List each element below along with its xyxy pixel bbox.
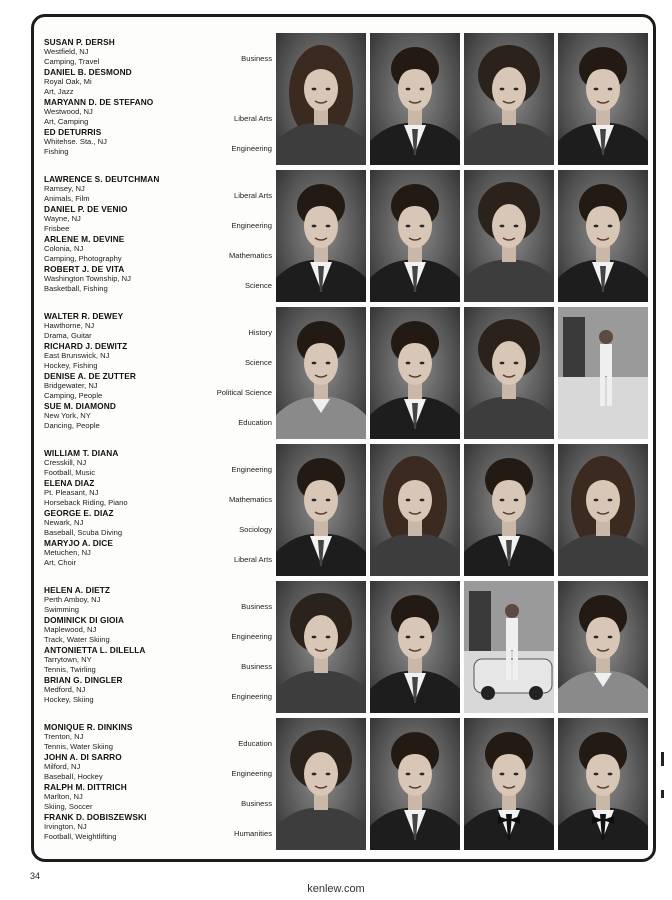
student-hometown: Milford, NJ [44, 762, 81, 771]
student-hometown: Trenton, NJ [44, 732, 84, 741]
student-entry [44, 264, 272, 294]
portrait-man-suit-photo [370, 307, 460, 439]
portrait-man-suit-photo [558, 170, 648, 302]
student-entry [44, 311, 272, 341]
student-entry [44, 478, 272, 508]
student-hobbies: Swimming [44, 604, 80, 614]
student-roster [44, 311, 272, 431]
student-hobbies: Hockey, Fishing [44, 360, 98, 370]
student-name: DENISE A. DE ZUTTER [44, 371, 136, 381]
student-major: Liberal Arts [234, 191, 272, 200]
portrait-man-suit-photo [370, 718, 460, 850]
student-hobbies: Tennis, Water Skiing [44, 741, 113, 751]
student-name: RALPH M. DITTRICH [44, 782, 127, 792]
student-name: WALTER R. DEWEY [44, 311, 124, 321]
student-hometown: Bridgewater, NJ [44, 381, 98, 390]
student-major: Engineering [231, 465, 272, 474]
photo-row [276, 444, 648, 576]
student-major: Science [244, 358, 272, 367]
student-hometown: New York, NY [44, 411, 91, 420]
portrait-man-suit-photo [370, 33, 460, 165]
student-name: DANIEL B. DESMOND [44, 67, 132, 77]
portrait-man-tuxedo-photo [464, 718, 554, 850]
student-roster [44, 37, 272, 157]
student-name: BRIAN G. DINGLER [44, 675, 123, 685]
student-hometown: Pt. Pleasant, NJ [44, 488, 99, 497]
student-hometown: Metuchen, NJ [44, 548, 91, 557]
student-name: MONIQUE R. DINKINS [44, 722, 133, 732]
student-hometown: Royal Oak, Mi [44, 77, 92, 86]
student-hometown: Washington Township, NJ [44, 274, 131, 283]
student-major: Liberal Arts [234, 555, 272, 564]
student-hometown: Irvington, NJ [44, 822, 87, 831]
student-hobbies: Hockey, Skiing [44, 694, 94, 704]
student-entry [44, 615, 272, 645]
portrait-woman-short-hair-photo [276, 581, 366, 713]
student-entry [44, 508, 272, 538]
student-name: LAWRENCE S. DEUTCHMAN [44, 174, 160, 184]
student-roster [44, 174, 272, 294]
student-roster [44, 448, 272, 568]
student-hobbies: Basketball, Fishing [44, 283, 108, 293]
student-hobbies: Baseball, Scuba Diving [44, 527, 123, 537]
student-hobbies: Art, Jazz [44, 86, 74, 96]
photo-row [276, 33, 648, 165]
student-major: Mathematics [228, 495, 272, 504]
portrait-man-casual-photo [276, 307, 366, 439]
student-hobbies: Camping, People [44, 390, 103, 400]
student-hometown: Tarrytown, NY [44, 655, 92, 664]
student-hometown: Cresskill, NJ [44, 458, 87, 467]
student-name: DOMINICK DI GIOIA [44, 615, 125, 625]
student-hobbies: Fishing [44, 146, 69, 156]
student-entry [44, 645, 272, 675]
edge-mark [661, 752, 664, 766]
watermark: kenlew.com [307, 883, 365, 895]
student-group [44, 718, 648, 850]
student-name: SUE M. DIAMOND [44, 401, 116, 411]
student-hometown: Westwood, NJ [44, 107, 93, 116]
photo-row [276, 581, 648, 713]
candid-woman-with-car-photo [464, 581, 554, 713]
student-entry [44, 722, 272, 752]
student-name: DANIEL P. DE VENIO [44, 204, 128, 214]
portrait-man-suit-photo [276, 170, 366, 302]
portrait-woman-short-hair-photo [276, 718, 366, 850]
student-major: Political Science [216, 388, 272, 397]
student-major: Sociology [239, 525, 272, 534]
photo-row [276, 718, 648, 850]
student-major: Mathematics [228, 251, 272, 260]
student-entry [44, 675, 272, 705]
portrait-woman-short-hair-photo [464, 33, 554, 165]
student-entry [44, 371, 272, 401]
page-number: 34 [30, 871, 41, 881]
student-name: HELEN A. DIETZ [44, 585, 111, 595]
portrait-woman-long-hair-photo [370, 444, 460, 576]
student-hobbies: Drama, Guitar [44, 330, 92, 340]
student-hobbies: Baseball, Hockey [44, 771, 103, 781]
portrait-man-suit-photo [464, 444, 554, 576]
student-entry [44, 782, 272, 812]
student-major: Engineering [231, 632, 272, 641]
student-name: ROBERT J. DE VITA [44, 264, 125, 274]
student-name: ELENA DIAZ [44, 478, 95, 488]
student-entry [44, 174, 272, 204]
student-major: Business [241, 662, 272, 671]
student-roster [44, 585, 272, 705]
student-major: Business [241, 54, 272, 63]
student-major: History [248, 328, 272, 337]
student-group [44, 581, 648, 713]
portrait-man-tuxedo-photo [558, 718, 648, 850]
student-name: MARYANN D. DE STEFANO [44, 97, 154, 107]
student-hometown: Westfield, NJ [44, 47, 89, 56]
student-name: ANTONIETTA L. DILELLA [44, 645, 146, 655]
student-hometown: Medford, NJ [44, 685, 86, 694]
student-name: WILLIAM T. DIANA [44, 448, 119, 458]
portrait-man-suit-photo [276, 444, 366, 576]
student-entry [44, 204, 272, 234]
edge-mark [661, 790, 664, 798]
candid-woman-outdoors-photo [558, 307, 648, 439]
student-hometown: Perth Amboy, NJ [44, 595, 101, 604]
student-hobbies: Art, Camping [44, 116, 89, 126]
student-group [44, 444, 648, 576]
student-hobbies: Dancing, People [44, 420, 100, 430]
student-group [44, 307, 648, 439]
student-entry [44, 127, 272, 157]
student-name: ARLENE M. DEVINE [44, 234, 125, 244]
portrait-woman-long-hair-photo [558, 444, 648, 576]
student-major: Education [238, 418, 272, 427]
student-major: Business [241, 799, 272, 808]
student-name: ED DETURRIS [44, 127, 102, 137]
student-group [44, 170, 648, 302]
student-hobbies: Camping, Photography [44, 253, 122, 263]
student-roster [44, 722, 272, 842]
student-major: Business [241, 602, 272, 611]
student-major: Engineering [231, 144, 272, 153]
student-hometown: East Brunswick, NJ [44, 351, 110, 360]
student-hobbies: Football, Music [44, 467, 96, 477]
student-major: Engineering [231, 221, 272, 230]
student-major: Liberal Arts [234, 114, 272, 123]
student-major: Science [244, 281, 272, 290]
portrait-woman-short-hair-photo [464, 170, 554, 302]
student-entry [44, 812, 272, 842]
student-hometown: Wayne, NJ [44, 214, 81, 223]
student-hometown: Ramsey, NJ [44, 184, 85, 193]
student-major: Engineering [231, 769, 272, 778]
photo-row [276, 307, 648, 439]
student-hobbies: Camping, Travel [44, 56, 100, 66]
student-name: RICHARD J. DEWITZ [44, 341, 128, 351]
student-hometown: Hawthorne, NJ [44, 321, 95, 330]
student-entry [44, 538, 272, 568]
student-entry [44, 37, 272, 67]
student-entry [44, 585, 272, 615]
student-name: SUSAN P. DERSH [44, 37, 115, 47]
student-hometown: Maplewood, NJ [44, 625, 97, 634]
student-entry [44, 401, 272, 431]
student-hometown: Whitehse. Sta., NJ [44, 137, 107, 146]
photo-row [276, 170, 648, 302]
student-major: Humanities [234, 829, 272, 838]
student-hometown: Colonia, NJ [44, 244, 84, 253]
student-name: FRANK D. DOBISZEWSKI [44, 812, 147, 822]
portrait-man-casual-photo [558, 581, 648, 713]
student-hobbies: Art, Choir [44, 557, 77, 567]
student-hobbies: Track, Water Skiing [44, 634, 110, 644]
student-entry [44, 448, 272, 478]
student-hobbies: Skiing, Soccer [44, 801, 93, 811]
student-entry [44, 97, 272, 127]
student-entry [44, 67, 272, 97]
student-entry [44, 752, 272, 782]
student-hobbies: Football, Weightlifting [44, 831, 117, 841]
student-major: Education [238, 739, 272, 748]
student-hometown: Newark, NJ [44, 518, 84, 527]
student-major: Engineering [231, 692, 272, 701]
portrait-woman-long-hair-photo [276, 33, 366, 165]
portrait-man-suit-photo [370, 170, 460, 302]
student-hobbies: Tennis, Twirling [44, 664, 96, 674]
student-name: GEORGE E. DIAZ [44, 508, 114, 518]
yearbook-page [31, 14, 656, 862]
portrait-man-suit-photo [558, 33, 648, 165]
student-entry [44, 234, 272, 264]
student-name: JOHN A. DI SARRO [44, 752, 122, 762]
student-hobbies: Frisbee [44, 223, 70, 233]
student-hobbies: Animals, Film [44, 193, 90, 203]
portrait-man-suit-photo [370, 581, 460, 713]
student-hometown: Marlton, NJ [44, 792, 83, 801]
student-entry [44, 341, 272, 371]
student-name: MARYJO A. DICE [44, 538, 114, 548]
student-hobbies: Horseback Riding, Piano [44, 497, 128, 507]
student-group [44, 33, 648, 165]
portrait-woman-short-hair-photo [464, 307, 554, 439]
